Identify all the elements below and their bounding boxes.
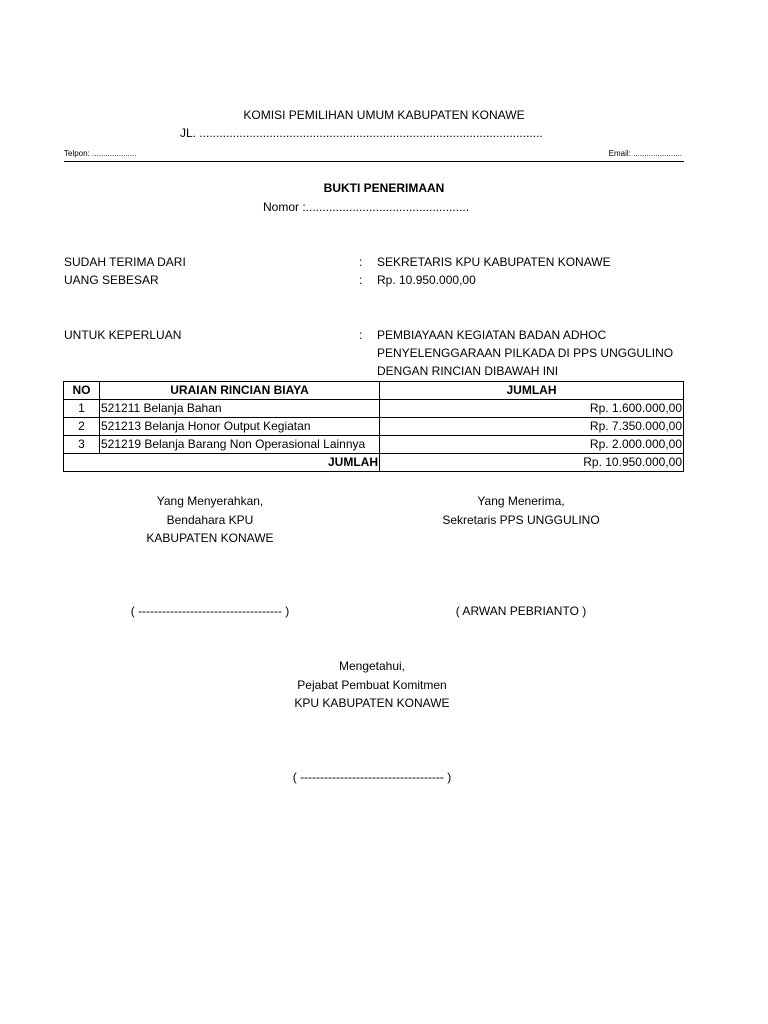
header-jumlah: JUMLAH (380, 382, 684, 400)
table-header-row (64, 382, 684, 400)
uang-sebesar-value: Rp. 10.950.000,00 (377, 273, 476, 287)
header-divider (64, 161, 684, 162)
row-uraian: 521213 Belanja Honor Output Kegiatan (100, 418, 380, 436)
sig-bottom-line2: Pejabat Pembuat Komitmen (297, 678, 447, 692)
row-jumlah: Rp. 2.000.000,00 (380, 436, 684, 454)
sig-left-line2: Bendahara KPU (166, 513, 254, 527)
table-total-row (64, 454, 684, 472)
sig-right-name: ( ARWAN PEBRIANTO ) (455, 604, 587, 618)
table-row (64, 418, 684, 436)
colon-3: : (359, 328, 363, 342)
colon-2: : (359, 273, 363, 287)
table-row (64, 436, 684, 454)
header-email: Email: ...................... (608, 149, 682, 158)
sig-bottom-name: ( ------------------------------------ ) (292, 770, 452, 784)
row-jumlah: Rp. 7.350.000,00 (380, 418, 684, 436)
header-address: JL. ....................................................................................................... (180, 126, 543, 140)
sig-left-line1: Yang Menyerahkan, (156, 494, 264, 508)
table-row (64, 400, 684, 418)
untuk-keperluan-line2: PENYELENGGARAAN PILKADA DI PPS UNGGULINO (377, 346, 674, 360)
sudah-terima-dari-value: SEKRETARIS KPU KABUPATEN KONAWE (377, 255, 611, 269)
sig-left-name: ( ------------------------------------ ) (130, 604, 290, 618)
header-no: NO (64, 382, 100, 400)
sig-right-line1: Yang Menerima, (477, 494, 565, 508)
document-number: Nomor :................................................. (263, 200, 470, 214)
document-title: BUKTI PENERIMAAN (323, 181, 445, 195)
rincian-table (63, 381, 684, 472)
sig-left-line3: KABUPATEN KONAWE (146, 531, 274, 545)
row-uraian: 521211 Belanja Bahan (100, 400, 380, 418)
uang-sebesar-label: UANG SEBESAR (64, 273, 159, 287)
header-telpon: Telpon: .................... (64, 149, 137, 158)
sudah-terima-dari-label: SUDAH TERIMA DARI (64, 255, 186, 269)
row-jumlah: Rp. 1.600.000,00 (380, 400, 684, 418)
sig-bottom-line3: KPU KABUPATEN KONAWE (294, 696, 450, 710)
header-title: KOMISI PEMILIHAN UMUM KABUPATEN KONAWE (243, 108, 525, 122)
total-label: JUMLAH (64, 454, 380, 472)
row-no: 2 (64, 418, 100, 436)
untuk-keperluan-label: UNTUK KEPERLUAN (64, 328, 182, 342)
sig-bottom-line1: Mengetahui, (338, 659, 406, 673)
row-uraian: 521219 Belanja Barang Non Operasional Lainnya (100, 436, 380, 454)
row-no: 3 (64, 436, 100, 454)
untuk-keperluan-line1: PEMBIAYAAN KEGIATAN BADAN ADHOC (377, 328, 607, 342)
untuk-keperluan-line3: DENGAN RINCIAN DIBAWAH INI (377, 364, 559, 378)
row-no: 1 (64, 400, 100, 418)
total-value: Rp. 10.950.000,00 (380, 454, 684, 472)
sig-right-line2: Sekretaris PPS UNGGULINO (442, 513, 600, 527)
colon-1: : (359, 255, 363, 269)
header-uraian: URAIAN RINCIAN BIAYA (100, 382, 380, 400)
